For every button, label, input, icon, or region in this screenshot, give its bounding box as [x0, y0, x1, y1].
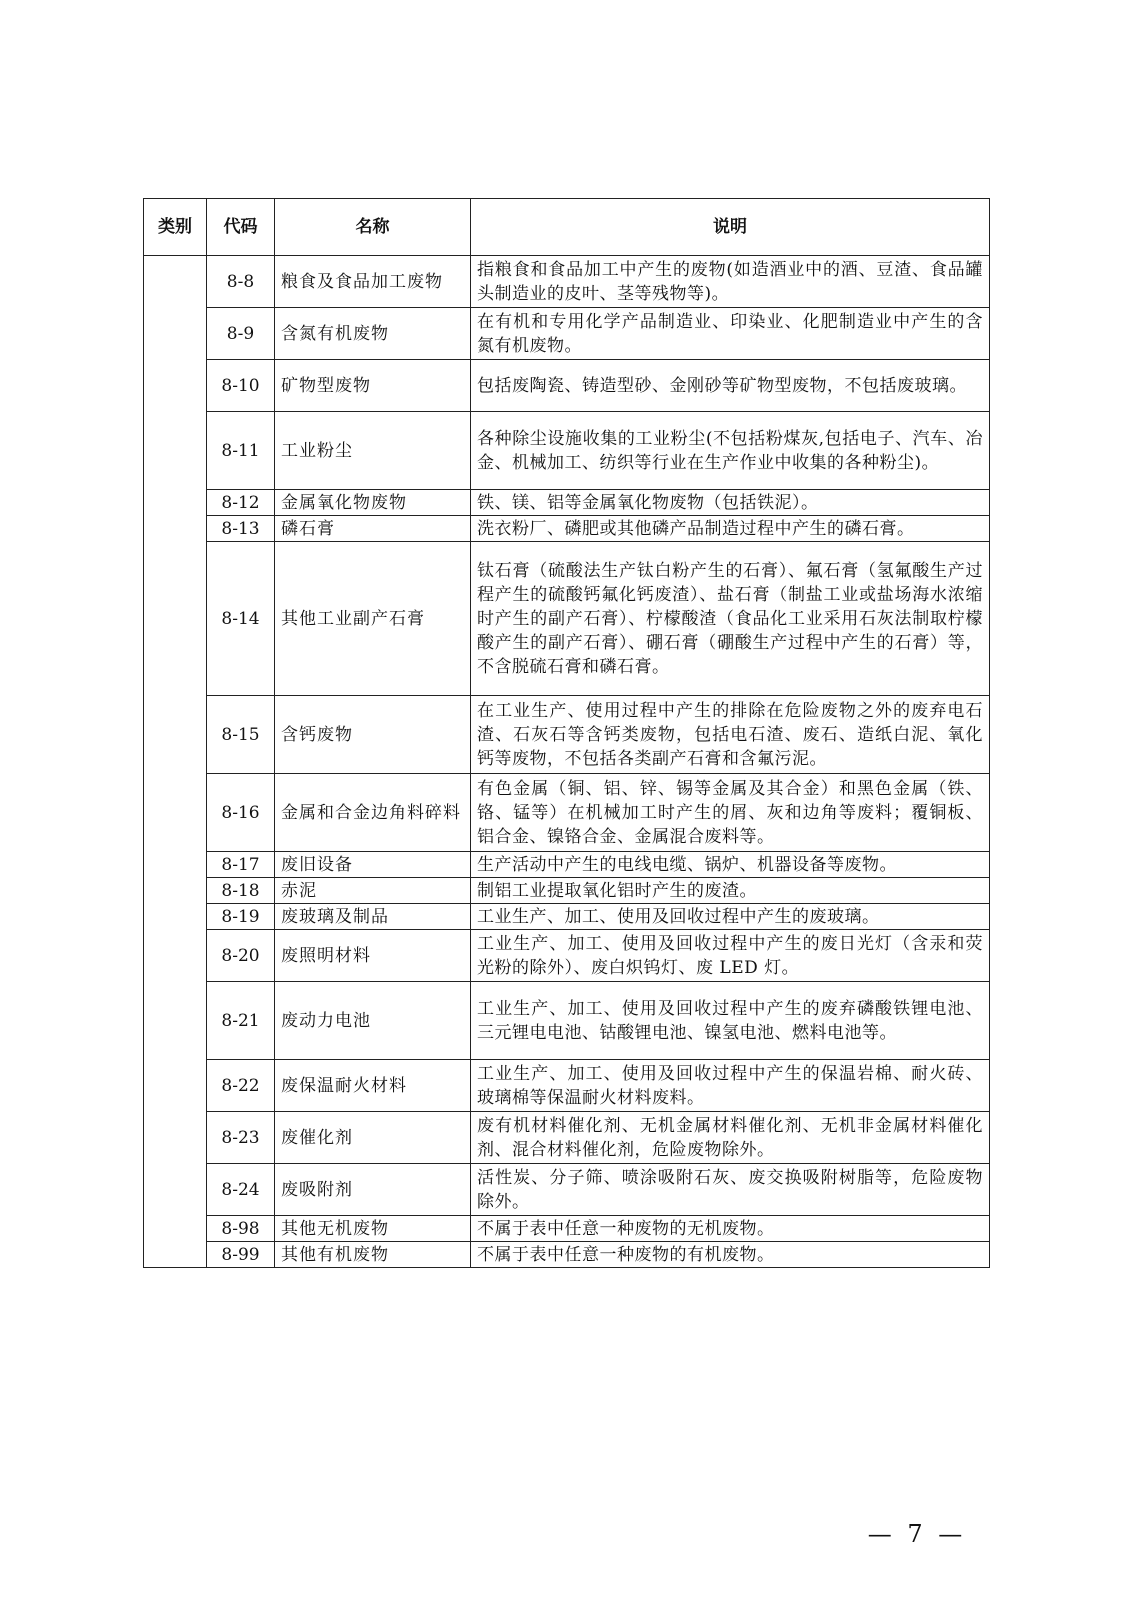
table-row: [144, 360, 990, 412]
description-cell: 在有机和专用化学产品制造业、印染业、化肥制造业中产生的含氮有机废物。: [471, 308, 990, 360]
table-row: [144, 490, 990, 516]
description-cell: 不属于表中任意一种废物的有机废物。: [471, 1242, 990, 1268]
name-cell: 工业粉尘: [275, 412, 471, 490]
code-cell: 8-18: [207, 878, 275, 904]
table-header-row: [144, 199, 990, 256]
description-cell: 铁、镁、铝等金属氧化物废物（包括铁泥）。: [471, 490, 990, 516]
table-row: [144, 256, 990, 308]
name-cell: 赤泥: [275, 878, 471, 904]
code-cell: 8-9: [207, 308, 275, 360]
name-cell: 其他无机废物: [275, 1216, 471, 1242]
table-row: [144, 930, 990, 982]
name-cell: 废照明材料: [275, 930, 471, 982]
code-cell: 8-11: [207, 412, 275, 490]
name-cell: 废保温耐火材料: [275, 1060, 471, 1112]
description-cell: 在工业生产、使用过程中产生的排除在危险废物之外的废弃电石渣、石灰石等含钙类废物，包括电石渣、废石、造纸白泥、氧化钙等废物，不包括各类副产石膏和含氟污泥。: [471, 696, 990, 774]
waste-classification-table: [143, 198, 990, 1268]
description-cell: 不属于表中任意一种废物的无机废物。: [471, 1216, 990, 1242]
name-cell: 废旧设备: [275, 852, 471, 878]
table-row: [144, 516, 990, 542]
table-row: [144, 308, 990, 360]
header-name: 名称: [275, 199, 471, 256]
name-cell: 粮食及食品加工废物: [275, 256, 471, 308]
description-cell: 生产活动中产生的电线电缆、锅炉、机器设备等废物。: [471, 852, 990, 878]
name-cell: 磷石膏: [275, 516, 471, 542]
table-row: [144, 774, 990, 852]
name-cell: 其他工业副产石膏: [275, 542, 471, 696]
name-cell: 金属氧化物废物: [275, 490, 471, 516]
name-cell: 含钙废物: [275, 696, 471, 774]
description-cell: 工业生产、加工、使用及回收过程中产生的废弃磷酸铁锂电池、三元锂电电池、钴酸锂电池、镍氢电池、燃料电池等。: [471, 982, 990, 1060]
name-cell: 废动力电池: [275, 982, 471, 1060]
table-row: [144, 542, 990, 696]
code-cell: 8-8: [207, 256, 275, 308]
code-cell: 8-98: [207, 1216, 275, 1242]
name-cell: 废催化剂: [275, 1112, 471, 1164]
name-cell: 金属和合金边角料碎料: [275, 774, 471, 852]
description-cell: 废有机材料催化剂、无机金属材料催化剂、无机非金属材料催化剂、混合材料催化剂，危险废物除外。: [471, 1112, 990, 1164]
table-row: [144, 412, 990, 490]
name-cell: 矿物型废物: [275, 360, 471, 412]
table-row: [144, 982, 990, 1060]
code-cell: 8-14: [207, 542, 275, 696]
header-description: 说明: [471, 199, 990, 256]
table-row: [144, 878, 990, 904]
name-cell: 其他有机废物: [275, 1242, 471, 1268]
description-cell: 有色金属（铜、铝、锌、锡等金属及其合金）和黑色金属（铁、铬、锰等）在机械加工时产生的屑、灰和边角等废料；覆铜板、铝合金、镍铬合金、金属混合废料等。: [471, 774, 990, 852]
description-cell: 钛石膏（硫酸法生产钛白粉产生的石膏）、氟石膏（氢氟酸生产过程产生的硫酸钙氟化钙废渣）、盐石膏（制盐工业或盐场海水浓缩时产生的副产石膏）、柠檬酸渣（食品化工业采用石灰法制取柠檬酸产生的副产石膏）、硼石膏（硼酸生产过程中产生的石膏）等，不含脱硫石膏和磷石膏。: [471, 542, 990, 696]
table-row: [144, 852, 990, 878]
code-cell: 8-19: [207, 904, 275, 930]
code-cell: 8-15: [207, 696, 275, 774]
code-cell: 8-13: [207, 516, 275, 542]
table-body: [144, 256, 990, 1268]
header-code: 代码: [207, 199, 275, 256]
code-cell: 8-17: [207, 852, 275, 878]
description-cell: 制铝工业提取氧化铝时产生的废渣。: [471, 878, 990, 904]
code-cell: 8-16: [207, 774, 275, 852]
table-row: [144, 1216, 990, 1242]
code-cell: 8-20: [207, 930, 275, 982]
table-row: [144, 1060, 990, 1112]
code-cell: 8-10: [207, 360, 275, 412]
description-cell: 工业生产、加工、使用及回收过程中产生的废日光灯（含汞和荧光粉的除外）、废白炽钨灯、废 LED 灯。: [471, 930, 990, 982]
category-cell: [144, 256, 207, 1268]
code-cell: 8-21: [207, 982, 275, 1060]
description-cell: 指粮食和食品加工中产生的废物(如造酒业中的酒、豆渣、食品罐头制造业的皮叶、茎等残物等)。: [471, 256, 990, 308]
code-cell: 8-23: [207, 1112, 275, 1164]
description-cell: 工业生产、加工、使用及回收过程中产生的保温岩棉、耐火砖、玻璃棉等保温耐火材料废料。: [471, 1060, 990, 1112]
table-row: [144, 1112, 990, 1164]
table-row: [144, 904, 990, 930]
code-cell: 8-99: [207, 1242, 275, 1268]
code-cell: 8-12: [207, 490, 275, 516]
description-cell: 包括废陶瓷、铸造型砂、金刚砂等矿物型废物，不包括废玻璃。: [471, 360, 990, 412]
table-row: [144, 1242, 990, 1268]
description-cell: 各种除尘设施收集的工业粉尘(不包括粉煤灰,包括电子、汽车、冶金、机械加工、纺织等行业在生产作业中收集的各种粉尘)。: [471, 412, 990, 490]
name-cell: 废吸附剂: [275, 1164, 471, 1216]
name-cell: 含氮有机废物: [275, 308, 471, 360]
description-cell: 活性炭、分子筛、喷涂吸附石灰、废交换吸附树脂等，危险废物除外。: [471, 1164, 990, 1216]
header-category: 类别: [144, 199, 207, 256]
table-row: [144, 1164, 990, 1216]
page-number: — 7 —: [867, 1520, 967, 1548]
code-cell: 8-24: [207, 1164, 275, 1216]
name-cell: 废玻璃及制品: [275, 904, 471, 930]
table-row: [144, 696, 990, 774]
code-cell: 8-22: [207, 1060, 275, 1112]
description-cell: 洗衣粉厂、磷肥或其他磷产品制造过程中产生的磷石膏。: [471, 516, 990, 542]
description-cell: 工业生产、加工、使用及回收过程中产生的废玻璃。: [471, 904, 990, 930]
